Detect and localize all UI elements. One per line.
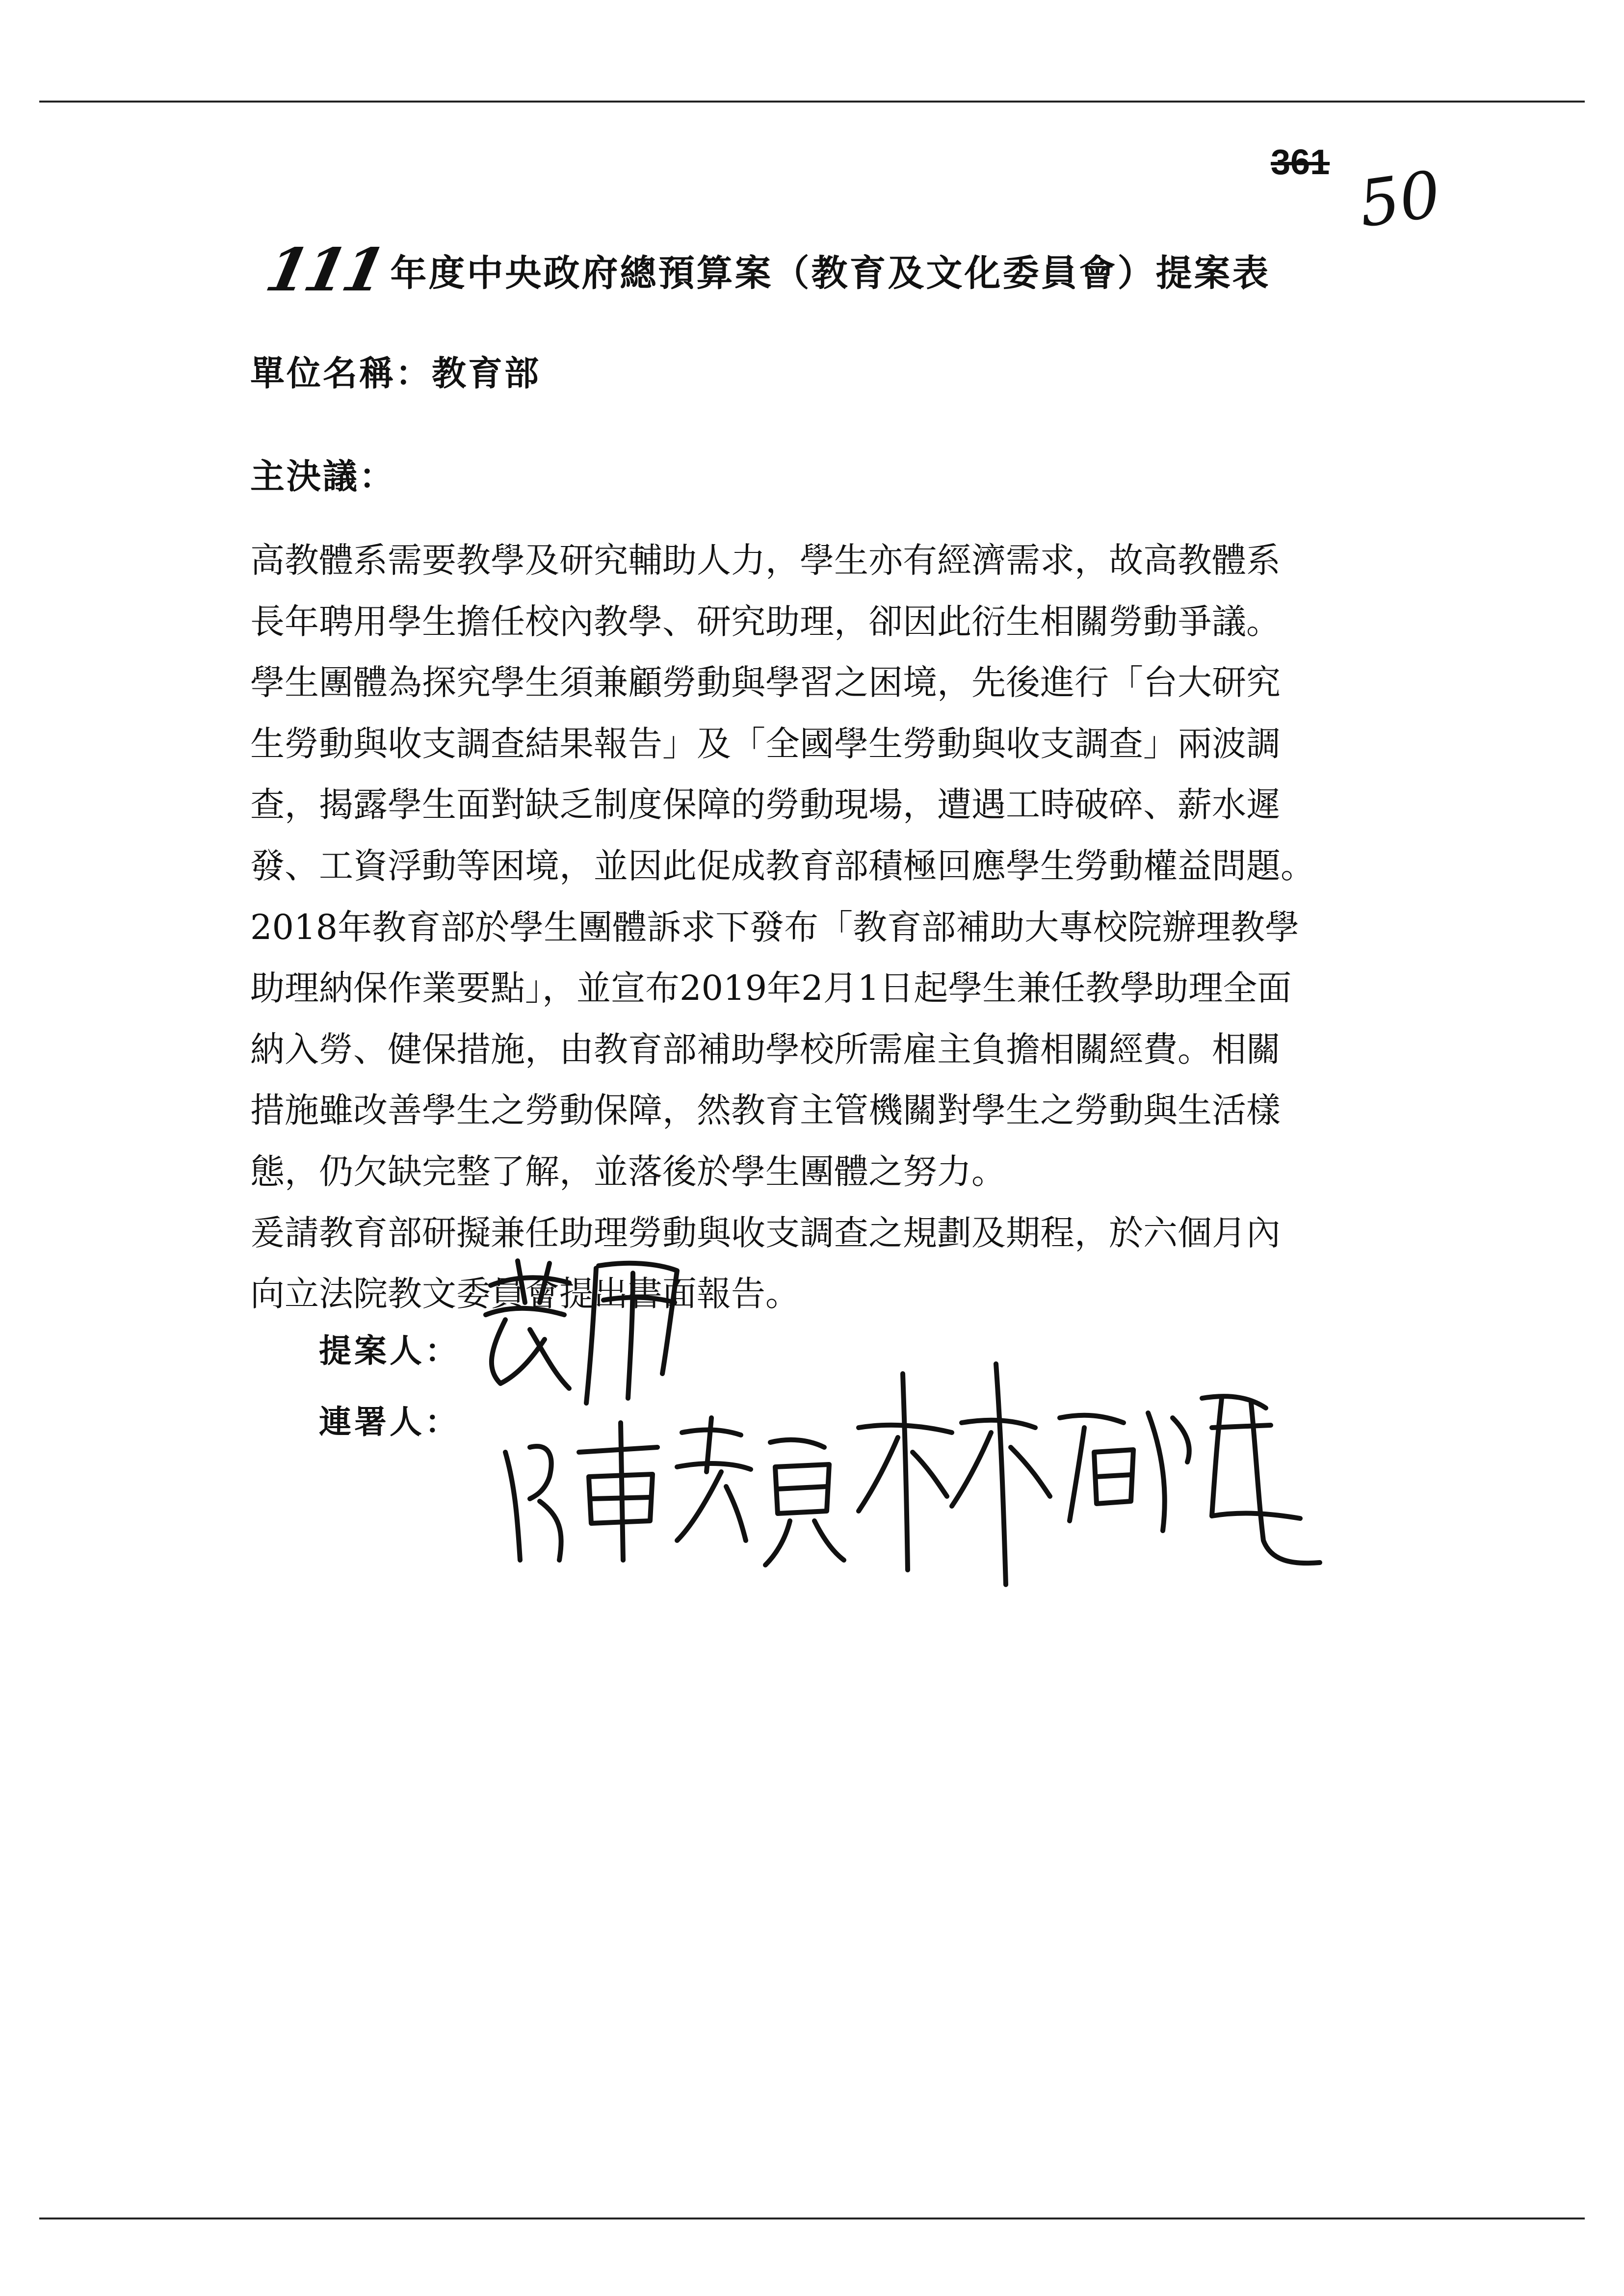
body-line: 高教體系需要教學及研究輔助人力，學生亦有經濟需求，故高教體系 bbox=[250, 540, 1281, 580]
title-year-handwritten: 111 bbox=[260, 235, 389, 305]
cosigner-signature-2 bbox=[849, 1354, 1330, 1590]
body-line: 納入勞、健保措施，由教育部補助學校所需雇主負擔相關經費。相關 bbox=[250, 1029, 1281, 1070]
top-rule bbox=[39, 101, 1585, 103]
body-line: 生勞動與收支調查結果報告」及「全國學生勞動與收支調查」兩波調 bbox=[250, 723, 1281, 764]
cosigner-signature-1 bbox=[496, 1413, 849, 1570]
body-line: 學生團體為探究學生須兼顧勞動與學習之困境，先後進行「台大研究 bbox=[250, 662, 1281, 703]
body-line: 助理納保作業要點」，並宣布2019年2月1日起學生兼任教學助理全面 bbox=[250, 968, 1292, 1009]
body-line: 態，仍欠缺完整了解，並落後於學生團體之努力。 bbox=[250, 1151, 1006, 1192]
body-line: 爰請教育部研擬兼任助理勞動與收支調查之規劃及期程，於六個月內 bbox=[250, 1212, 1281, 1253]
proposer-label: 提案人： bbox=[319, 1332, 460, 1370]
title-text: 年度中央政府總預算案（教育及文化委員會）提案表 bbox=[390, 252, 1271, 294]
page-number-printed: 361 bbox=[1271, 143, 1330, 182]
body-line: 措施雖改善學生之勞動保障，然教育主管機關對學生之勞動與生活樣 bbox=[250, 1090, 1281, 1131]
document-title bbox=[260, 235, 1271, 305]
body-line: 長年聘用學生擔任校內教學、研究助理，卻因此衍生相關勞動爭議。 bbox=[250, 601, 1281, 642]
proposer-signature bbox=[471, 1256, 697, 1413]
body-line: 向立法院教文委員會提出書面報告。 bbox=[250, 1274, 800, 1314]
page-number-handwritten: 50 bbox=[1354, 157, 1445, 242]
body-line: 發、工資浮動等困境，並因此促成教育部積極回應學生勞動權益問題。 bbox=[250, 845, 1315, 886]
resolution-body bbox=[250, 530, 1388, 1325]
body-line: 查，揭露學生面對缺乏制度保障的勞動現場，遭遇工時破碎、薪水遲 bbox=[250, 784, 1281, 825]
body-line: 2018年教育部於學生團體訴求下發布「教育部補助大專校院辦理教學 bbox=[250, 907, 1300, 947]
unit-name: 單位名稱：教育部 bbox=[250, 353, 541, 393]
bottom-rule bbox=[39, 2218, 1585, 2219]
resolution-label: 主決議： bbox=[250, 456, 395, 496]
cosigner-label: 連署人： bbox=[319, 1403, 460, 1441]
